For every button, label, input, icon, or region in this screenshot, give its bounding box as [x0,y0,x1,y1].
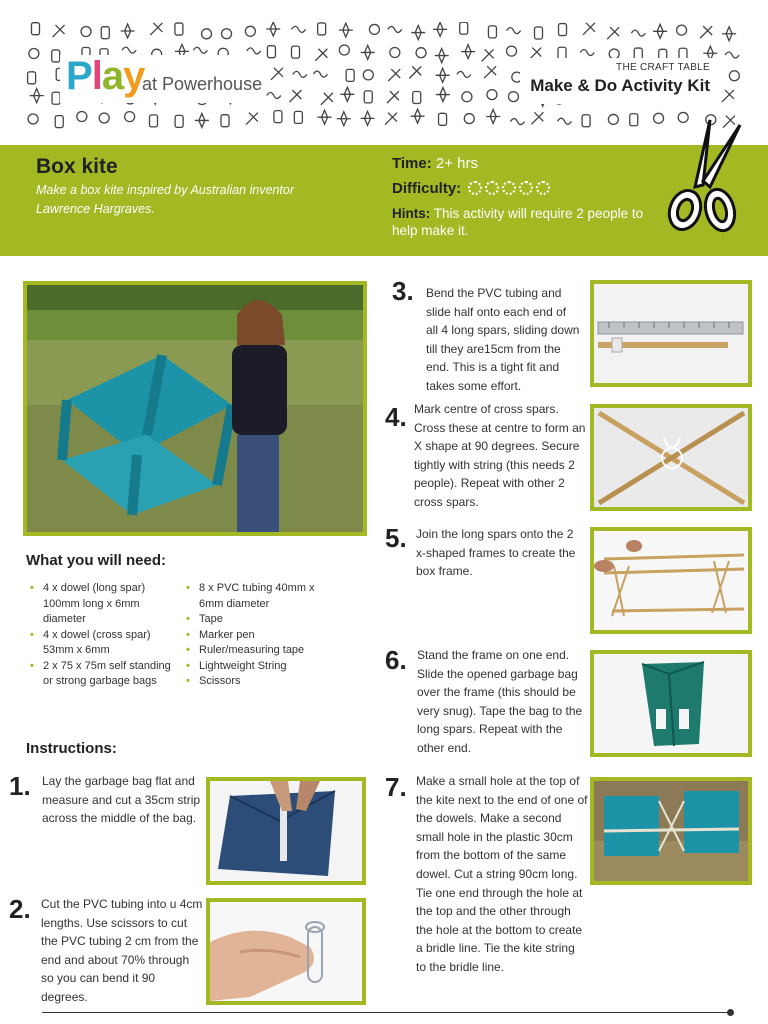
step-7-number: 7. [385,772,407,802]
step-4-number: 4. [385,402,407,432]
kit-subtitle: THE CRAFT TABLE [616,62,710,73]
activity-description: Make a box kite inspired by Australian inventor Lawrence Hargraves. [36,183,295,216]
logo-letter-p: P [66,54,92,98]
logo-letter-a: a [101,54,124,98]
step-5-number: 5. [385,523,407,553]
needs-list-col2 [184,581,334,690]
hero-photo-girl-with-kite [23,281,367,536]
difficulty-flower-icon [502,181,516,195]
step-5-photo [590,527,752,634]
footer-dot [727,1009,734,1016]
difficulty-flower-icon [519,181,533,195]
activity-title: Box kite [36,155,118,178]
difficulty-rating [465,180,550,197]
step-1-text: Lay the garbage bag flat and measure and cut a 35cm strip across the middle of the bag. [42,774,201,826]
step-1-number: 1. [9,771,31,801]
step-3-number: 3. [392,276,414,306]
footer-rule [42,1012,730,1013]
difficulty-info [392,180,550,197]
step-1-photo [206,777,366,885]
step-7-photo [590,777,752,885]
scissors-icon [655,115,755,235]
instructions-title: Instructions: [26,740,117,757]
need-item: • Marker pen [184,628,334,644]
difficulty-flower-icon [468,181,482,195]
logo-letter-y: y [123,54,145,98]
difficulty-flower-icon [485,181,499,195]
hints-label: Hints: [392,206,431,221]
need-item: • Tape [184,612,334,628]
step-7-text: Make a small hole at the top of the kite next to the end of one of the dowels. Make a second small hole in the plastic 30cm from the bottom of the same dowel. Cut a string 90cm long. Tie one end through the hole at the top and the other through the hole at the bottom to create a bridle line. Tie the kite string to the bridle line. [416,774,588,974]
difficulty-flower-icon [536,181,550,195]
logo-at-powerhouse: at Powerhouse [142,74,263,94]
need-item: • Scissors [184,674,334,690]
need-item: • 2 x 75 x 75m self standing or strong garbage bags [28,659,183,690]
time-info [392,155,478,172]
hints-info [392,205,652,239]
time-label: Time: [392,155,432,172]
step-2-text: Cut the PVC tubing into u 4cm lengths. Use scissors to cut the PVC tubing 2 cm from the end and about 70% through so you can bend it 90 degrees. [41,897,203,1004]
step-4-text: Mark centre of cross spars. Cross these at centre to form an X shape at 90 degrees. Secure tightly with string (this needs 2 people). Repeat with other 2 cross spars. [414,402,586,509]
step-2-number: 2. [9,894,31,924]
logo-letter-l: l [91,54,102,98]
need-item: • 4 x dowel (long spar) 100mm long x 6mm diameter [28,581,183,628]
difficulty-label: Difficulty: [392,180,462,197]
hints-text: This activity will require 2 people to help make it. [392,206,644,238]
need-item: • Ruler/measuring tape [184,643,334,659]
need-item: • Lightweight String [184,659,334,675]
needs-title: What you will need: [26,552,167,569]
step-5-text: Join the long spars onto the 2 x-shaped frames to create the box frame. [416,527,576,579]
info-band [0,145,768,256]
step-4-photo [590,404,752,511]
kit-title: Make & Do Activity Kit [530,76,710,95]
step-3-photo [590,280,752,387]
play-logo [66,52,144,100]
step-3-text: Bend the PVC tubing and slide half onto each end of all 4 long spars, sliding down till they are15cm from the end. This is a tight fit and takes some effort. [426,286,580,393]
need-item: • 8 x PVC tubing 40mm x 6mm diameter [184,581,334,612]
step-6-number: 6. [385,645,407,675]
need-item: • 4 x dowel (cross spar) 53mm x 6mm [28,628,183,659]
step-2-photo [206,898,366,1005]
header-banner [0,0,768,145]
step-6-text: Stand the frame on one end. Slide the opened garbage bag over the frame (this should be very snug). Tape the bag to the long spars. Repeat with the other end. [417,648,583,755]
step-6-photo [590,650,752,757]
time-value: 2+ hrs [435,155,479,172]
needs-list-col1 [28,581,183,690]
